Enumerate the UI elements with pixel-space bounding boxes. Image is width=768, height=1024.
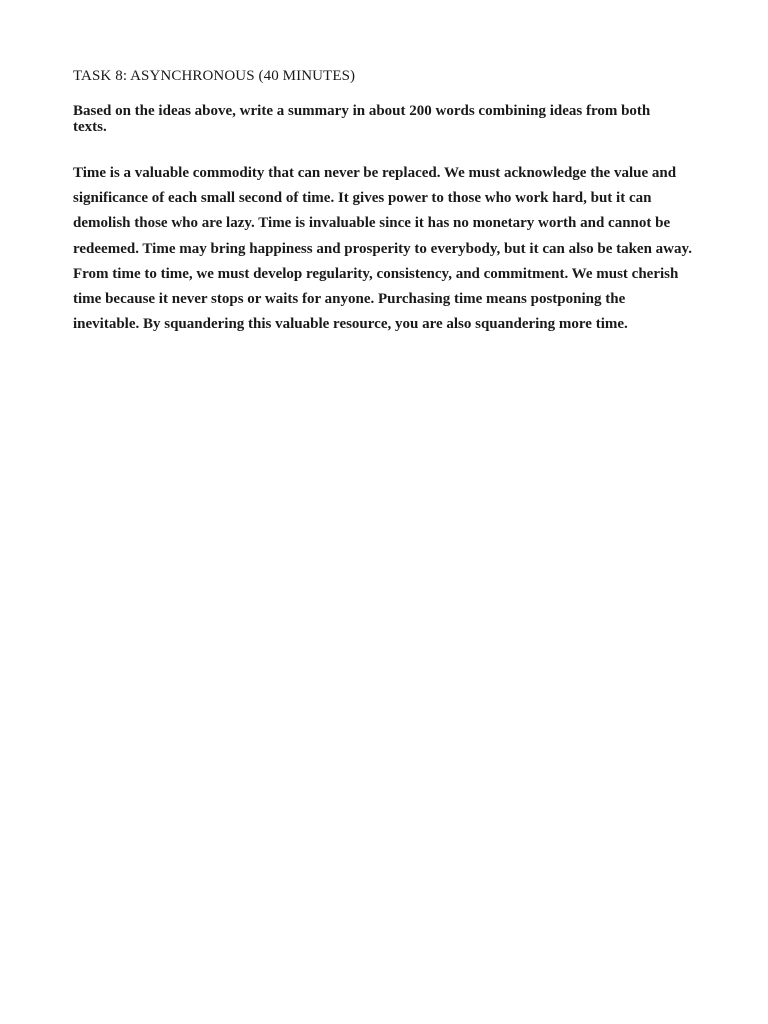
task-heading: TASK 8: ASYNCHRONOUS (40 MINUTES) xyxy=(73,68,356,84)
summary-paragraph: Time is a valuable commodity that can never be replaced. We must acknowledge the value and significance of each small second of time. It gives power to those who work hard, but it can demolish those who are lazy. Time is invaluable since it has no monetary worth and cannot be redeemed. Time may bring happiness and prosperity to everybody, but it can also be taken away. From time to time, we must develop regularity, consistency, and commitment. We must cherish time because it never stops or waits for anyone. Purchasing time means postponing the inevitable. By squandering this valuable resource, you are also squandering more time. xyxy=(73,165,692,333)
task-instructions: Based on the ideas above, write a summary in about 200 words combining ideas from both texts. xyxy=(73,103,651,135)
